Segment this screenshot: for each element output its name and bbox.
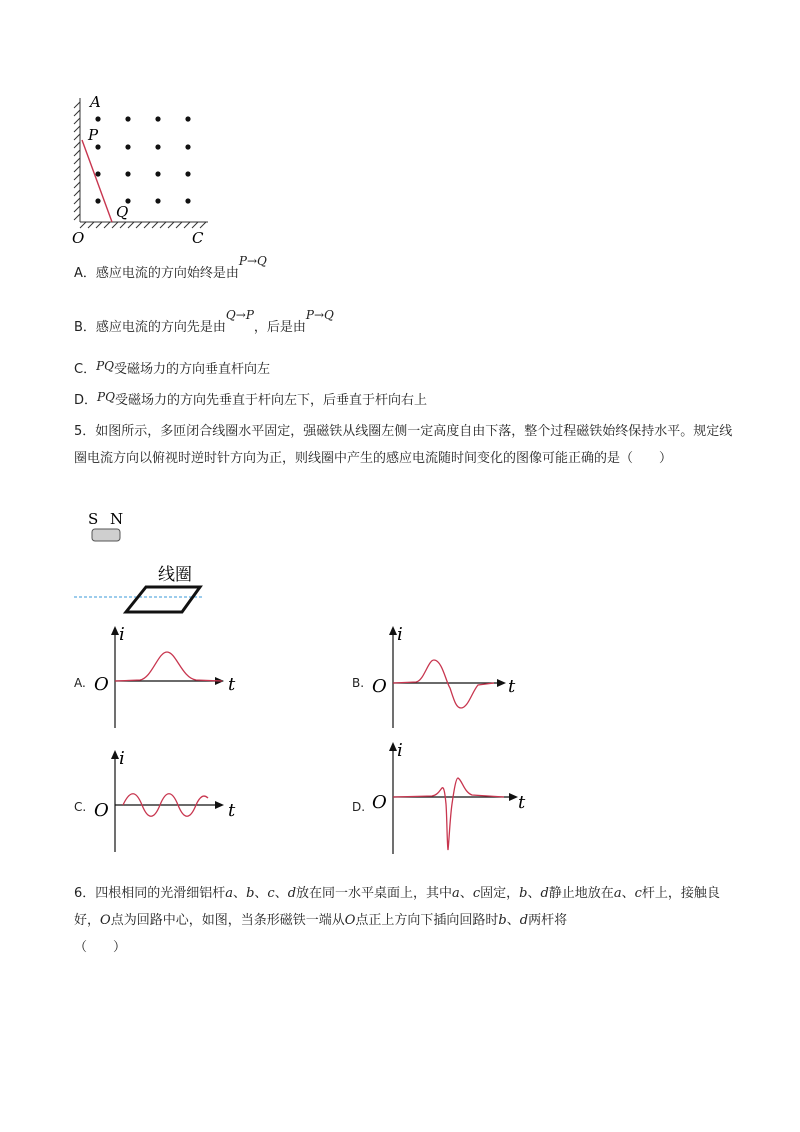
bar-magnet [92, 529, 120, 541]
q6-text-1: 6．四根相同的光滑细铝杆 [74, 886, 226, 901]
graph-d-y-arrow [389, 742, 397, 751]
graph-b-t-arrow [497, 679, 506, 687]
label-A: A [90, 93, 101, 111]
q4-option-d-text: 受磁场力的方向先垂直于杆向左下，后垂直于杆向右上 [114, 393, 427, 408]
q4-option-c [74, 358, 270, 377]
q4-option-b [74, 308, 334, 335]
q6-answer-blank: （ ） [74, 940, 127, 955]
q6-text-2: 放在同一水平桌面上，其中 [296, 886, 453, 901]
q6-var-c: c [267, 886, 275, 901]
q6-sep: 、 [254, 886, 268, 901]
graph-a-t-label: t [228, 674, 236, 695]
q6-var-d: d [287, 886, 297, 901]
q6-sep: 、 [621, 886, 635, 901]
graph-d [368, 738, 528, 860]
graph-a-option-label: A. [74, 676, 86, 690]
q4-option-a-text: A．感应电流的方向始终是由 [74, 266, 239, 281]
q6-var-a: a [452, 886, 460, 901]
graph-b-t-label: t [508, 676, 516, 697]
coil [126, 587, 200, 612]
coil-label: 线圈 [158, 565, 192, 585]
graph-c-origin-label: O [94, 800, 109, 821]
graph-a-i-label: i [119, 624, 125, 645]
figure-magnet-coil [70, 508, 240, 620]
graph-d-origin-label: O [372, 792, 387, 813]
graph-b-i-label: i [397, 624, 403, 645]
q6-text-5: 杆上，接触良好， [74, 886, 720, 928]
graph-d-t-label: t [518, 792, 526, 813]
q6-text [74, 880, 744, 961]
q6-var-o: O [344, 913, 356, 928]
q4-option-d-letter: D． [74, 393, 98, 408]
graph-b-option-label: B. [352, 676, 365, 690]
graph-b-curve [393, 660, 494, 708]
graph-c-option-label: C. [74, 800, 87, 814]
q4-option-a-expr: P→Q [238, 254, 267, 268]
graph-c [90, 746, 250, 858]
q6-var-d: d [540, 886, 549, 901]
q4-option-b-expr1: Q→P [225, 308, 254, 322]
q4-option-d [74, 389, 427, 408]
magnet-n-label: N [110, 510, 124, 528]
magnet-s-label: S [88, 510, 99, 528]
label-O: O [72, 229, 85, 247]
q6-sep: 、 [233, 886, 247, 901]
graph-b [368, 622, 528, 734]
q6-var-o: O [100, 913, 111, 928]
graph-c-t-arrow [215, 801, 224, 809]
graph-c-y-arrow [111, 750, 119, 759]
q4-option-c-text: 受磁场力的方向垂直杆向左 [114, 362, 271, 377]
graph-d-i-label: i [397, 740, 403, 761]
q6-var-b: b [519, 886, 528, 901]
graph-b-origin-label: O [372, 676, 387, 697]
graph-d-curve [393, 778, 504, 850]
q6-text-6: 点为回路中心，如图，当条形磁铁一端从 [110, 913, 345, 928]
figure-rod-field [60, 90, 220, 250]
rod-PQ [82, 140, 112, 222]
graph-b-y-arrow [389, 626, 397, 635]
label-C: C [192, 229, 204, 247]
q6-var-c: c [634, 886, 642, 901]
q6-var-b: b [246, 886, 255, 901]
q4-option-b-expr2: P→Q [305, 308, 334, 322]
q6-text-8: 两杆将 [528, 913, 568, 928]
graph-d-option-label: D. [352, 800, 366, 814]
q4-option-c-letter: C． [74, 362, 97, 377]
q6-var-a: a [225, 886, 234, 901]
q6-sep: 、 [527, 886, 541, 901]
q4-option-b-text: B．感应电流的方向先是由 [74, 320, 226, 335]
label-P: P [88, 126, 99, 144]
q6-text-4: 静止地放在 [548, 886, 614, 901]
q5-text: 5．如图所示，多匝闭合线圈水平固定，强磁铁从线圈左侧一定高度自由下落，整个过程磁铁始终保持水平。规定线圈电流方向以俯视时逆时针方向为正，则线圈中产生的感应电流随时间变化的图像可能正确的是（ ） [74, 424, 733, 466]
q6-var-b: b [498, 913, 507, 928]
magnetic-field-dots [95, 116, 190, 203]
q6-text-7: 点正上方向下插向回路时 [355, 913, 499, 928]
q6-var-d: d [519, 913, 529, 928]
q6-text-3: 固定， [480, 886, 520, 901]
q4-option-a [74, 254, 267, 281]
q6-sep: 、 [274, 886, 288, 901]
q6-var-a: a [613, 886, 622, 901]
q6-var-c: c [472, 886, 481, 901]
q6-sep: 、 [506, 913, 520, 928]
q4-option-b-mid: ，后是由 [253, 320, 306, 335]
graph-c-t-label: t [228, 800, 236, 821]
graph-d-t-arrow [509, 793, 518, 801]
graph-a-origin-label: O [94, 674, 109, 695]
label-Q: Q [116, 203, 129, 221]
graph-a-curve [115, 652, 222, 681]
graph-a [90, 622, 250, 734]
graph-a-y-arrow [111, 626, 119, 635]
q4-option-d-var: PQ [97, 390, 115, 404]
graph-c-i-label: i [119, 748, 125, 769]
q4-option-c-var: PQ [96, 359, 114, 373]
q6-sep: 、 [459, 886, 473, 901]
